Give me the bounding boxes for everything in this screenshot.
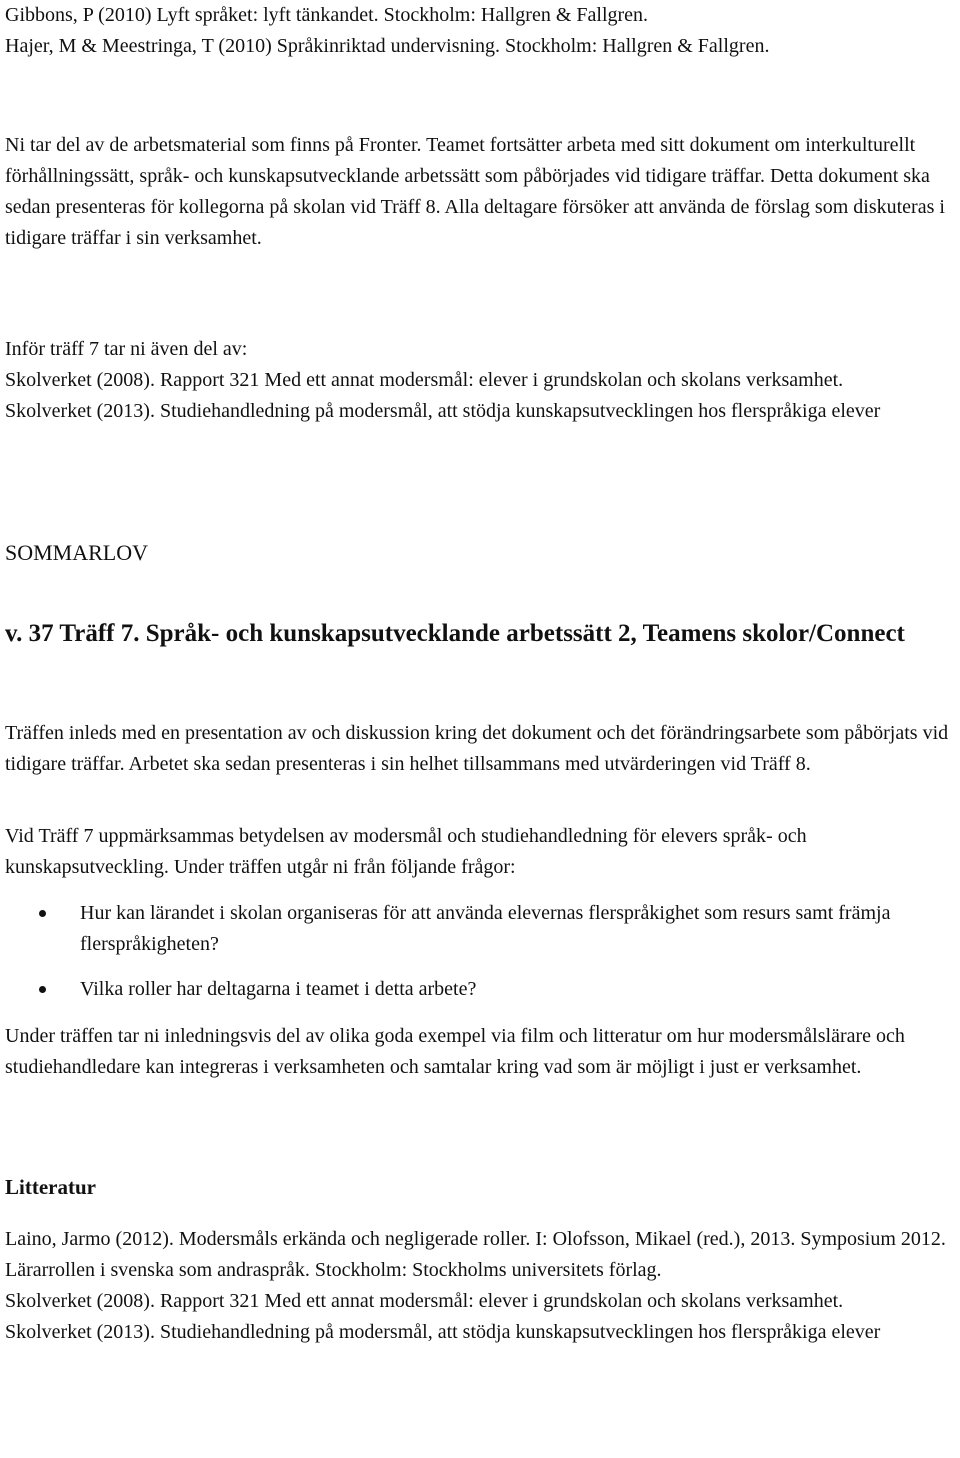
question-item [5, 974, 955, 1005]
question-item [5, 898, 955, 960]
section-title: v. 37 Träff 7. Språk- och kunskapsutvecklande arbetssätt 2, Teamens skolor/Connect [5, 620, 905, 647]
paragraph-examples: Under träffen tar ni inledningsvis del av olika goda exempel via film och litteratur om hur modersmålslärare och studiehandledare kan integreras i verksamheten och samtalar kring vad som är möjligt i just er verksamhet. [5, 1025, 905, 1078]
paragraph-mother-tongue: Vid Träff 7 uppmärksammas betydelsen av modersmål och studiehandledning för elevers språk- och kunskapsutveckling. Under träffen utgår ni från följande frågor: [5, 825, 807, 878]
literature-item: Skolverket (2013). Studiehandledning på modersmål, att stödja kunskapsutvecklingen hos flerspråkiga elever [5, 1321, 881, 1343]
before-meeting-section [5, 334, 955, 427]
reference-gibbons: Gibbons, P (2010) Lyft språket: lyft tänkandet. Stockholm: Hallgren & Fallgren. [5, 4, 649, 26]
question-text: Vilka roller har deltagarna i teamet i detta arbete? [80, 978, 477, 1000]
literature-list [5, 1224, 955, 1348]
intro-paragraph: Ni tar del av de arbetsmaterial som finns på Fronter. Teamet fortsätter arbeta med sitt dokument om interkulturellt förhållningssätt, språk- och kunskapsutvecklande arbetssätt som påbörjades vid tidigare träffar. Detta dokument ska sedan presenteras för kollegorna på skolan vid Träff 8. Alla deltagare försöker att använda de förslag som diskuteras i tidigare träffar i sin verksamhet. [5, 134, 945, 249]
question-list [5, 898, 955, 1005]
summer-break-label: SOMMARLOV [5, 540, 149, 565]
paragraph-intro-meeting: Träffen inleds med en presentation av och diskussion kring det dokument och det förändringsarbete som påbörjats vid tidigare träffar. Arbetet ska sedan presenteras i sin helhet tillsammans med utvärderingen vid Träff 8. [5, 722, 949, 775]
literature-heading: Litteratur [5, 1175, 96, 1199]
literature-item: Skolverket (2008). Rapport 321 Med ett annat modersmål: elever i grundskolan och skolans verksamhet. [5, 1290, 844, 1312]
reference-hajer: Hajer, M & Meestringa, T (2010) Språkinriktad undervisning. Stockholm: Hallgren & Fallgren. [5, 35, 770, 57]
bullet-icon [39, 986, 46, 993]
bullet-icon [39, 910, 46, 917]
literature-item: Laino, Jarmo (2012). Modersmåls erkända och negligerade roller. I: Olofsson, Mikael (red.), 2013. Symposium 2012. Lärarrollen i svenska som andraspråk. Stockholm: Stockholms universitets förlag. [5, 1228, 946, 1281]
before-meeting-heading: Inför träff 7 tar ni även del av: [5, 338, 248, 360]
before-meeting-item: Skolverket (2008). Rapport 321 Med ett annat modersmål: elever i grundskolan och skolans verksamhet. [5, 369, 844, 391]
question-text: Hur kan lärandet i skolan organiseras för att använda elevernas flerspråkighet som resurs samt främja flerspråkigheten? [80, 902, 891, 955]
top-references [5, 0, 955, 62]
before-meeting-item: Skolverket (2013). Studiehandledning på modersmål, att stödja kunskapsutvecklingen hos flerspråkiga elever [5, 400, 881, 422]
